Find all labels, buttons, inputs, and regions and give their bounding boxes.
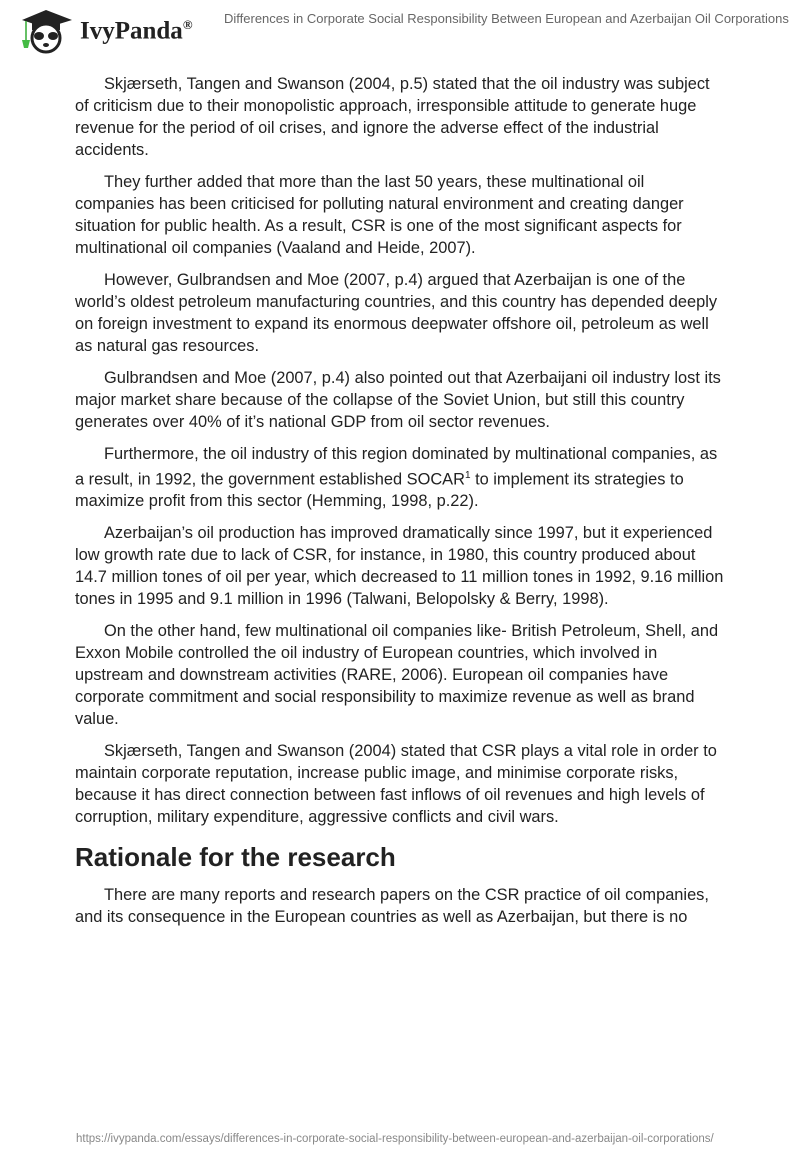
paragraph: Skjærseth, Tangen and Swanson (2004) stated that CSR plays a vital role in order to maintain corporate reputation, increase public image, and minimise corporate risks, because it has direct connection between fast inflows of oil revenues and high levels of corruption, military expenditure, aggressive conflicts and civil wars. [75,742,717,827]
paragraph: On the other hand, few multinational oil companies like- British Petroleum, Shell, and Exxon Mobile controlled the oil industry of European countries, which involved in upstream and downstream activities (RARE, 2006). European oil companies have corporate commitment and social responsibility to maximize revenue as well as brand value. [75,622,719,729]
text: to implement its strategies to maximize profit from this sector (Hemming, 1998, p.22). [75,470,684,511]
paragraph: They further added that more than the last 50 years, these multinational oil companies has been criticised for polluting natural environment and creating danger situation for public health. As a result, CSR is one of the most significant aspects for multinational oil companies (Vaaland and Heide, 2007). [75,173,684,257]
document-title: Differences in Corporate Social Responsibility Between European and Azerbaijan Oil Corporations [224,11,789,26]
registered-mark: ® [182,16,193,32]
text: Furthermore, the oil industry of this region dominated by multinational companies, as a result, in 1992, the government established SOCAR [75,445,718,489]
paragraph: Gulbrandsen and Moe (2007, p.4) also pointed out that Azerbaijani oil industry lost its major market share because of the collapse of the Soviet Union, but still this country generates over 40% of it’s national GDP from oil sector revenues. [75,369,721,431]
paragraph: However, Gulbrandsen and Moe (2007, p.4) argued that Azerbaijan is one of the world’s oldest petroleum manufacturing countries, and this country has depended deeply on foreign investment to expand its enormous deepwater offshore oil, petroleum as well as natural gas resources. [75,271,718,355]
footnote-ref[interactable]: 1 [464,470,471,481]
paragraph: Azerbaijan’s oil production has improved dramatically since 1997, but it experienced low growth rate due to lack of CSR, for instance, in 1980, this country produced about 14.7 million tones of oil per year, which decreased to 11 million tones in 1992, 9.16 million tones in 1995 and 9.1 million in 1996 (Talwani, Belopolsky & Berry, 1998). [75,524,724,609]
footer-url[interactable]: https://ivypanda.com/essays/differences-in-corporate-social-responsibility-between-european-and-azerbaijan-oil-corporations/ [76,1133,714,1145]
paragraph [75,443,727,512]
paragraph: There are many reports and research papers on the CSR practice of oil companies, and its consequence in the European countries as well as Azerbaijan, but there is no [75,886,709,927]
paragraph: Skjærseth, Tangen and Swanson (2004, p.5) stated that the oil industry was subject of criticism due to their monopolistic approach, irresponsible attitude to generate huge revenue for the period of oil crises, and ignore the adverse effect of the industrial accidents. [75,75,710,159]
essay-body [75,73,727,938]
panda-logo-icon [18,8,74,54]
brand-name: IvyPanda [80,17,183,45]
section-heading: Rationale for the research [75,842,396,873]
logo[interactable] [18,8,193,54]
